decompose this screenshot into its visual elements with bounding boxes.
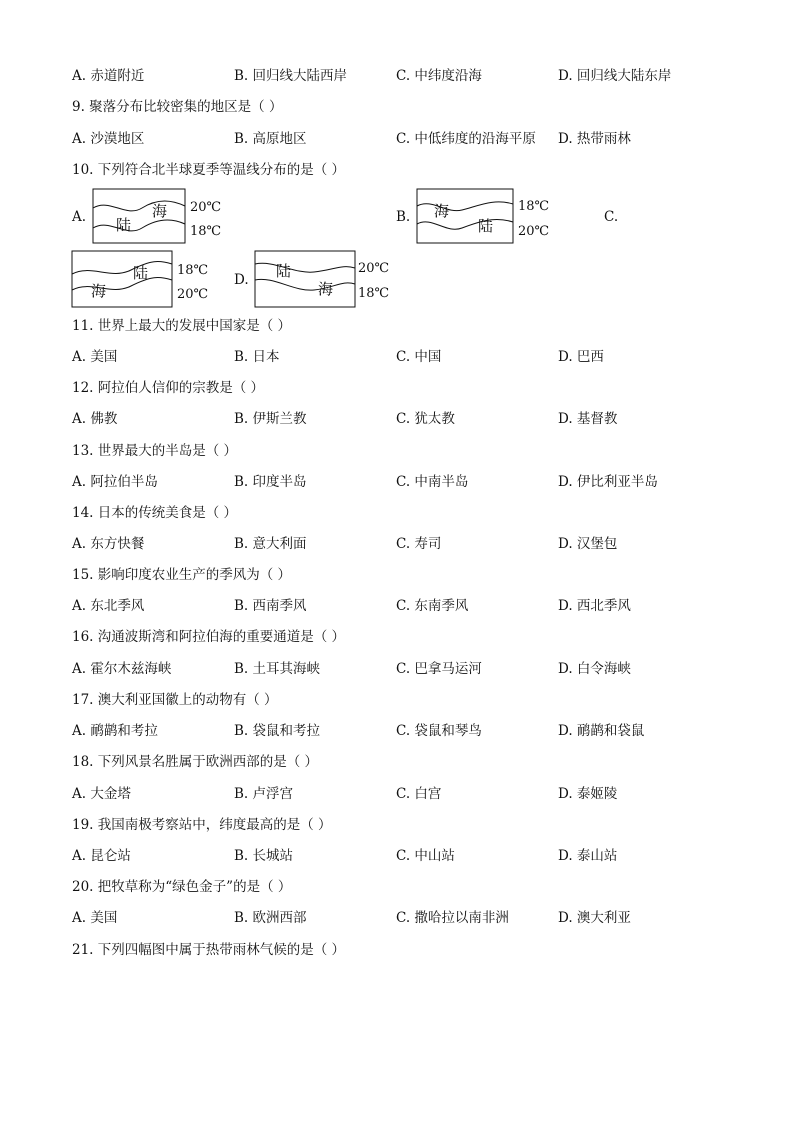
q14-option-c: C. 寿司 [396, 536, 442, 552]
q11-stem: 11. 世界上最大的发展中国家是（ ） [72, 318, 292, 334]
figd-land-label: 陆 [276, 262, 292, 280]
q12-option-d: D. 基督教 [558, 411, 618, 427]
q20-option-a: A. 美国 [72, 910, 118, 926]
q13-stem: 13. 世界最大的半岛是（ ） [72, 443, 238, 459]
q19-option-c: C. 中山站 [396, 848, 455, 864]
q13-option-c: C. 中南半岛 [396, 474, 469, 490]
q18-stem: 18. 下列风景名胜属于欧洲西部的是（ ） [72, 754, 319, 770]
figa-temp-top: 20℃ [190, 200, 222, 215]
q8-option-c: C. 中纬度沿海 [396, 68, 482, 84]
q19-stem: 19. 我国南极考察站中，纬度最高的是（ ） [72, 817, 332, 833]
figb-land-label: 陆 [478, 217, 494, 235]
q20-option-d: D. 澳大利亚 [558, 910, 631, 926]
q18-option-d: D. 泰姬陵 [558, 786, 618, 802]
q17-option-c: C. 袋鼠和琴鸟 [396, 723, 482, 739]
figd-temp-bottom: 18℃ [358, 286, 390, 301]
figc-sea-label: 海 [91, 282, 107, 300]
figb-temp-top: 18℃ [518, 199, 550, 214]
q14-option-b: B. 意大利面 [234, 536, 307, 552]
q9-option-c: C. 中低纬度的沿海平原 [396, 131, 536, 147]
q16-option-d: D. 白令海峡 [558, 661, 631, 677]
q11-option-a: A. 美国 [72, 349, 118, 365]
q18-option-a: A. 大金塔 [72, 786, 131, 802]
q13-option-b: B. 印度半岛 [234, 474, 307, 490]
q15-stem: 15. 影响印度农业生产的季风为（ ） [72, 567, 292, 583]
q10-figure-a [92, 188, 224, 244]
q12-option-c: C. 犹太教 [396, 411, 455, 427]
q15-option-d: D. 西北季风 [558, 598, 631, 614]
q15-option-c: C. 东南季风 [396, 598, 469, 614]
q9-option-a: A. 沙漠地区 [72, 131, 145, 147]
q17-option-b: B. 袋鼠和考拉 [234, 723, 321, 739]
q15-option-b: B. 西南季风 [234, 598, 307, 614]
q18-option-c: C. 白宫 [396, 786, 442, 802]
q11-option-c: C. 中国 [396, 349, 442, 365]
q12-stem: 12. 阿拉伯人信仰的宗教是（ ） [72, 380, 265, 396]
q10-label-d: D. [234, 272, 249, 288]
q17-option-d: D. 鸸鹋和袋鼠 [558, 723, 645, 739]
figc-temp-top: 18℃ [177, 263, 209, 278]
figb-sea-label: 海 [434, 202, 450, 220]
q21-stem: 21. 下列四幅图中属于热带雨林气候的是（ ） [72, 942, 346, 958]
q10-label-a: A. [72, 209, 87, 225]
q16-option-c: C. 巴拿马运河 [396, 661, 482, 677]
q20-option-b: B. 欧洲西部 [234, 910, 307, 926]
q10-label-b: B. [396, 209, 411, 225]
q9-stem: 9. 聚落分布比较密集的地区是（ ） [72, 99, 283, 115]
q10-figure-d [254, 250, 394, 308]
figc-land-label: 陆 [133, 264, 149, 282]
q20-stem: 20. 把牧草称为“绿色金子”的是（ ） [72, 879, 292, 895]
q16-option-b: B. 土耳其海峡 [234, 661, 321, 677]
q8-option-a: A. 赤道附近 [72, 68, 145, 84]
q18-option-b: B. 卢浮宫 [234, 786, 294, 802]
q13-option-d: D. 伊比利亚半岛 [558, 474, 658, 490]
q9-option-d: D. 热带雨林 [558, 131, 631, 147]
q16-option-a: A. 霍尔木兹海峡 [72, 661, 172, 677]
q8-option-d: D. 回归线大陆东岸 [558, 68, 672, 84]
q9-option-b: B. 高原地区 [234, 131, 307, 147]
q10-figure-c [71, 250, 211, 308]
figa-temp-bottom: 18℃ [190, 224, 222, 239]
q14-stem: 14. 日本的传统美食是（ ） [72, 505, 238, 521]
figd-temp-top: 20℃ [358, 261, 390, 276]
q10-label-c: C. [604, 209, 619, 225]
q10-stem: 10. 下列符合北半球夏季等温线分布的是（ ） [72, 162, 346, 178]
q14-option-a: A. 东方快餐 [72, 536, 145, 552]
q19-option-b: B. 长城站 [234, 848, 294, 864]
figb-temp-bottom: 20℃ [518, 224, 550, 239]
figd-sea-label: 海 [318, 280, 334, 298]
figc-temp-bottom: 20℃ [177, 287, 209, 302]
q8-option-b: B. 回归线大陆西岸 [234, 68, 348, 84]
q17-stem: 17. 澳大利亚国徽上的动物有（ ） [72, 692, 278, 708]
q17-option-a: A. 鸸鹋和考拉 [72, 723, 158, 739]
q20-option-c: C. 撒哈拉以南非洲 [396, 910, 509, 926]
q15-option-a: A. 东北季风 [72, 598, 145, 614]
q19-option-d: D. 泰山站 [558, 848, 618, 864]
q13-option-a: A. 阿拉伯半岛 [72, 474, 158, 490]
figa-sea-label: 海 [152, 202, 168, 220]
q11-option-b: B. 日本 [234, 349, 280, 365]
q10-figure-b [416, 188, 550, 244]
figa-land-label: 陆 [116, 216, 132, 234]
q19-option-a: A. 昆仑站 [72, 848, 131, 864]
q16-stem: 16. 沟通波斯湾和阿拉伯海的重要通道是（ ） [72, 629, 346, 645]
q14-option-d: D. 汉堡包 [558, 536, 618, 552]
q12-option-a: A. 佛教 [72, 411, 118, 427]
q12-option-b: B. 伊斯兰教 [234, 411, 307, 427]
q11-option-d: D. 巴西 [558, 349, 604, 365]
